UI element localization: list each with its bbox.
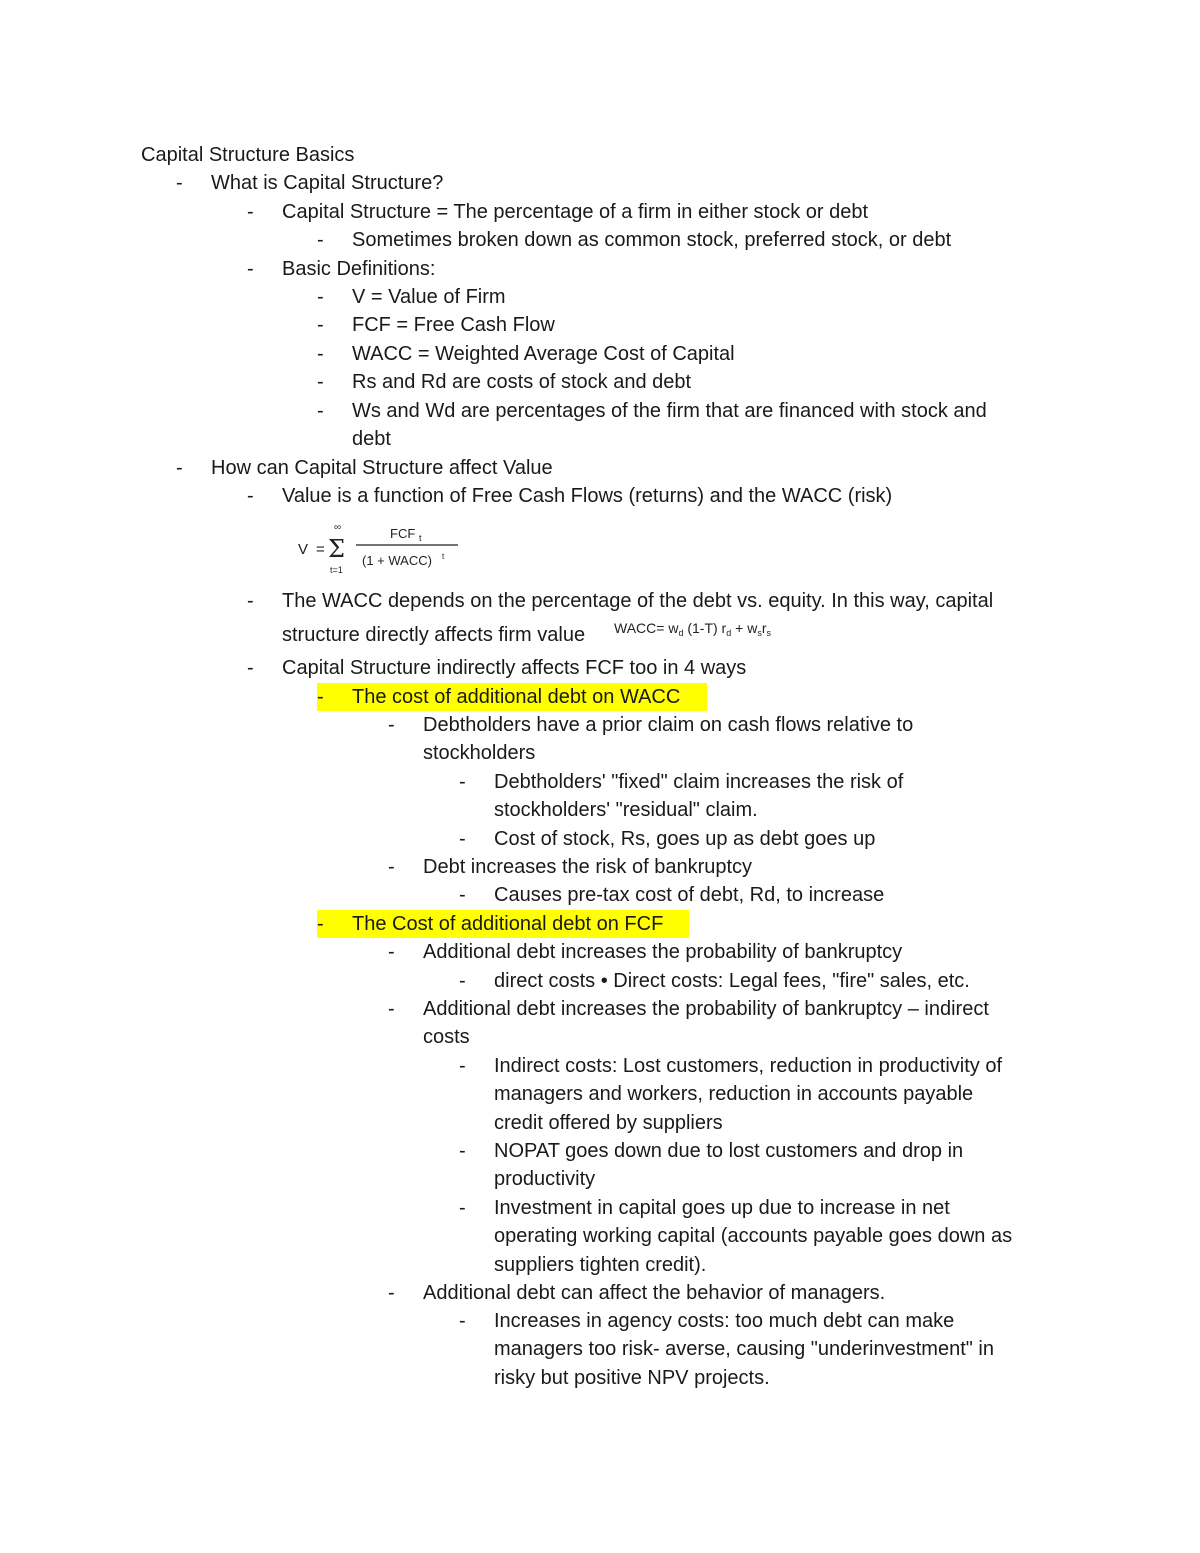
list-item-text: Rs and Rd are costs of stock and debt <box>352 371 692 393</box>
bullet-dash: - <box>176 172 183 194</box>
list-item <box>317 368 691 396</box>
bullet-dash: - <box>176 457 183 479</box>
list-item-text: Debt increases the risk of bankruptcy <box>423 856 753 878</box>
list-item-text: stockholders <box>423 742 536 765</box>
wacc-rd-sub: d <box>726 628 732 638</box>
list-item <box>247 198 868 226</box>
list-item-text: V = Value of Firm <box>352 286 506 308</box>
highlighted-list-item <box>317 683 707 711</box>
list-item-text: Additional debt can affect the behavior of managers. <box>423 1282 886 1304</box>
bullet-dash: - <box>317 400 324 422</box>
list-item <box>459 881 884 909</box>
list-item-text: Additional debt increases the probability of bankruptcy <box>423 941 903 963</box>
bullet-dash: - <box>459 1310 466 1332</box>
list-item-text: Sometimes broken down as common stock, preferred stock, or debt <box>352 229 952 251</box>
wacc-ws-sub: s <box>757 628 762 638</box>
list-item-text: debt <box>352 428 391 451</box>
bullet-dash: - <box>459 771 466 793</box>
list-item <box>317 340 735 368</box>
list-item-text: Additional debt increases the probability of bankruptcy – indirect <box>423 998 989 1020</box>
list-item <box>388 995 989 1052</box>
list-item <box>459 1307 994 1392</box>
list-item <box>247 482 892 510</box>
formula-v-upper: ∞ <box>334 522 342 533</box>
formula-v-lhs: V <box>298 541 309 558</box>
list-item <box>317 283 506 311</box>
bullet-dash: - <box>247 201 254 223</box>
formula-v-numerator: FCF <box>390 526 416 541</box>
list-item-text: costs <box>423 1026 470 1049</box>
list-item-text: managers and workers, reduction in accounts payable <box>494 1083 974 1106</box>
list-item-text: operating working capital (accounts payable goes down as <box>494 1225 1013 1248</box>
list-item <box>317 226 951 254</box>
list-item-text: Ws and Wd are percentages of the firm that are financed with stock and <box>352 400 987 422</box>
formula-v-sum: Σ <box>328 535 345 563</box>
list-item-text: Debtholders have a prior claim on cash flows relative to <box>423 714 914 736</box>
list-item-text: WACC = Weighted Average Cost of Capital <box>352 343 735 365</box>
list-item-text: Indirect costs: Lost customers, reduction in productivity of <box>494 1055 1002 1077</box>
bullet-dash: - <box>459 1197 466 1219</box>
wacc-formula-text: WACC= w <box>614 620 679 636</box>
list-item-text: NOPAT goes down due to lost customers and drop in <box>494 1140 964 1162</box>
list-item-text: FCF = Free Cash Flow <box>352 314 555 336</box>
list-item-text: Value is a function of Free Cash Flows (returns) and the WACC (risk) <box>282 485 893 507</box>
list-item <box>388 711 913 768</box>
bullet-dash: - <box>317 913 324 935</box>
list-item-text: Debtholders' "fixed" claim increases the risk of <box>494 771 904 793</box>
formula-v-eq: = <box>316 541 325 558</box>
list-item-text: Capital Structure indirectly affects FCF too in 4 ways <box>282 657 747 679</box>
list-item-text: How can Capital Structure affect Value <box>211 457 553 479</box>
bullet-dash: - <box>459 970 466 992</box>
list-item <box>459 967 970 995</box>
list-item <box>317 397 987 454</box>
wacc-plus: + w <box>731 620 758 636</box>
list-item-text: Investment in capital goes up due to increase in net <box>494 1197 950 1219</box>
wacc-formula-image <box>612 617 804 643</box>
bullet-dash: - <box>317 229 324 251</box>
value-formula-image <box>292 517 467 579</box>
list-item <box>176 169 443 197</box>
list-item <box>317 311 555 339</box>
bullet-dash: - <box>459 828 466 850</box>
list-item <box>247 654 746 682</box>
list-item <box>459 825 875 853</box>
list-item <box>247 255 435 283</box>
bullet-dash: - <box>459 884 466 906</box>
bullet-dash: - <box>459 1055 466 1077</box>
list-item-text: suppliers tighten credit). <box>494 1253 707 1276</box>
list-item-text: risky but positive NPV projects. <box>494 1366 770 1389</box>
bullet-dash: - <box>247 485 254 507</box>
list-item-text: Cost of stock, Rs, goes up as debt goes up <box>494 828 876 850</box>
bullet-dash: - <box>317 314 324 336</box>
list-item <box>459 1194 1012 1279</box>
list-item <box>459 1137 963 1194</box>
formula-v-denominator: (1 + WACC) <box>362 553 432 568</box>
wacc-rs-sub: s <box>766 628 771 638</box>
list-item <box>388 1279 885 1307</box>
wacc-mid: (1-T) r <box>683 620 727 636</box>
bullet-dash: - <box>247 657 254 679</box>
wacc-wd-sub: d <box>678 628 684 638</box>
formula-v-denominator-sup: t <box>442 552 445 561</box>
list-item-text: structure directly affects firm value <box>282 624 586 647</box>
list-item-text: Basic Definitions: <box>282 258 436 280</box>
list-item-text: productivity <box>494 1168 596 1191</box>
bullet-dash: - <box>317 286 324 308</box>
bullet-dash: - <box>388 998 395 1020</box>
list-item-text: The WACC depends on the percentage of the debt vs. equity. In this way, capital <box>282 590 994 612</box>
bullet-dash: - <box>247 258 254 280</box>
list-item-text: What is Capital Structure? <box>211 172 444 194</box>
list-item <box>459 768 903 825</box>
list-item-text: credit offered by suppliers <box>494 1111 723 1134</box>
bullet-dash: - <box>247 590 254 612</box>
list-item-text: managers too risk- averse, causing "underinvestment" in <box>494 1338 994 1361</box>
list-item-text: Increases in agency costs: too much debt can make <box>494 1310 955 1332</box>
highlighted-list-item <box>317 910 689 938</box>
list-item <box>176 454 553 482</box>
list-item-text: Causes pre-tax cost of debt, Rd, to increase <box>494 884 885 906</box>
list-item-text: direct costs • Direct costs: Legal fees, "fire" sales, etc. <box>494 970 970 992</box>
bullet-dash: - <box>388 856 395 878</box>
svg-text:WACC= wd (1-T) rd + wsrs <box>614 620 771 638</box>
list-item-text: stockholders' "residual" claim. <box>494 799 758 822</box>
bullet-dash: - <box>388 714 395 736</box>
list-item <box>388 853 752 881</box>
bullet-dash: - <box>459 1140 466 1162</box>
bullet-dash: - <box>317 343 324 365</box>
formula-v-lower: t=1 <box>330 565 343 575</box>
bullet-dash: - <box>388 1282 395 1304</box>
wacc-r: r <box>761 620 767 636</box>
list-item <box>388 938 902 966</box>
page-title: Capital Structure Basics <box>141 144 355 166</box>
bullet-dash: - <box>317 686 324 708</box>
bullet-dash: - <box>317 371 324 393</box>
bullet-dash: - <box>388 941 395 963</box>
list-item <box>459 1052 1002 1137</box>
list-item-text: The Cost of additional debt on FCF <box>352 913 664 935</box>
list-item-text: The cost of additional debt on WACC <box>352 686 681 708</box>
formula-v-numerator-sub: t <box>419 533 422 543</box>
list-item-text: Capital Structure = The percentage of a firm in either stock or debt <box>282 201 869 223</box>
